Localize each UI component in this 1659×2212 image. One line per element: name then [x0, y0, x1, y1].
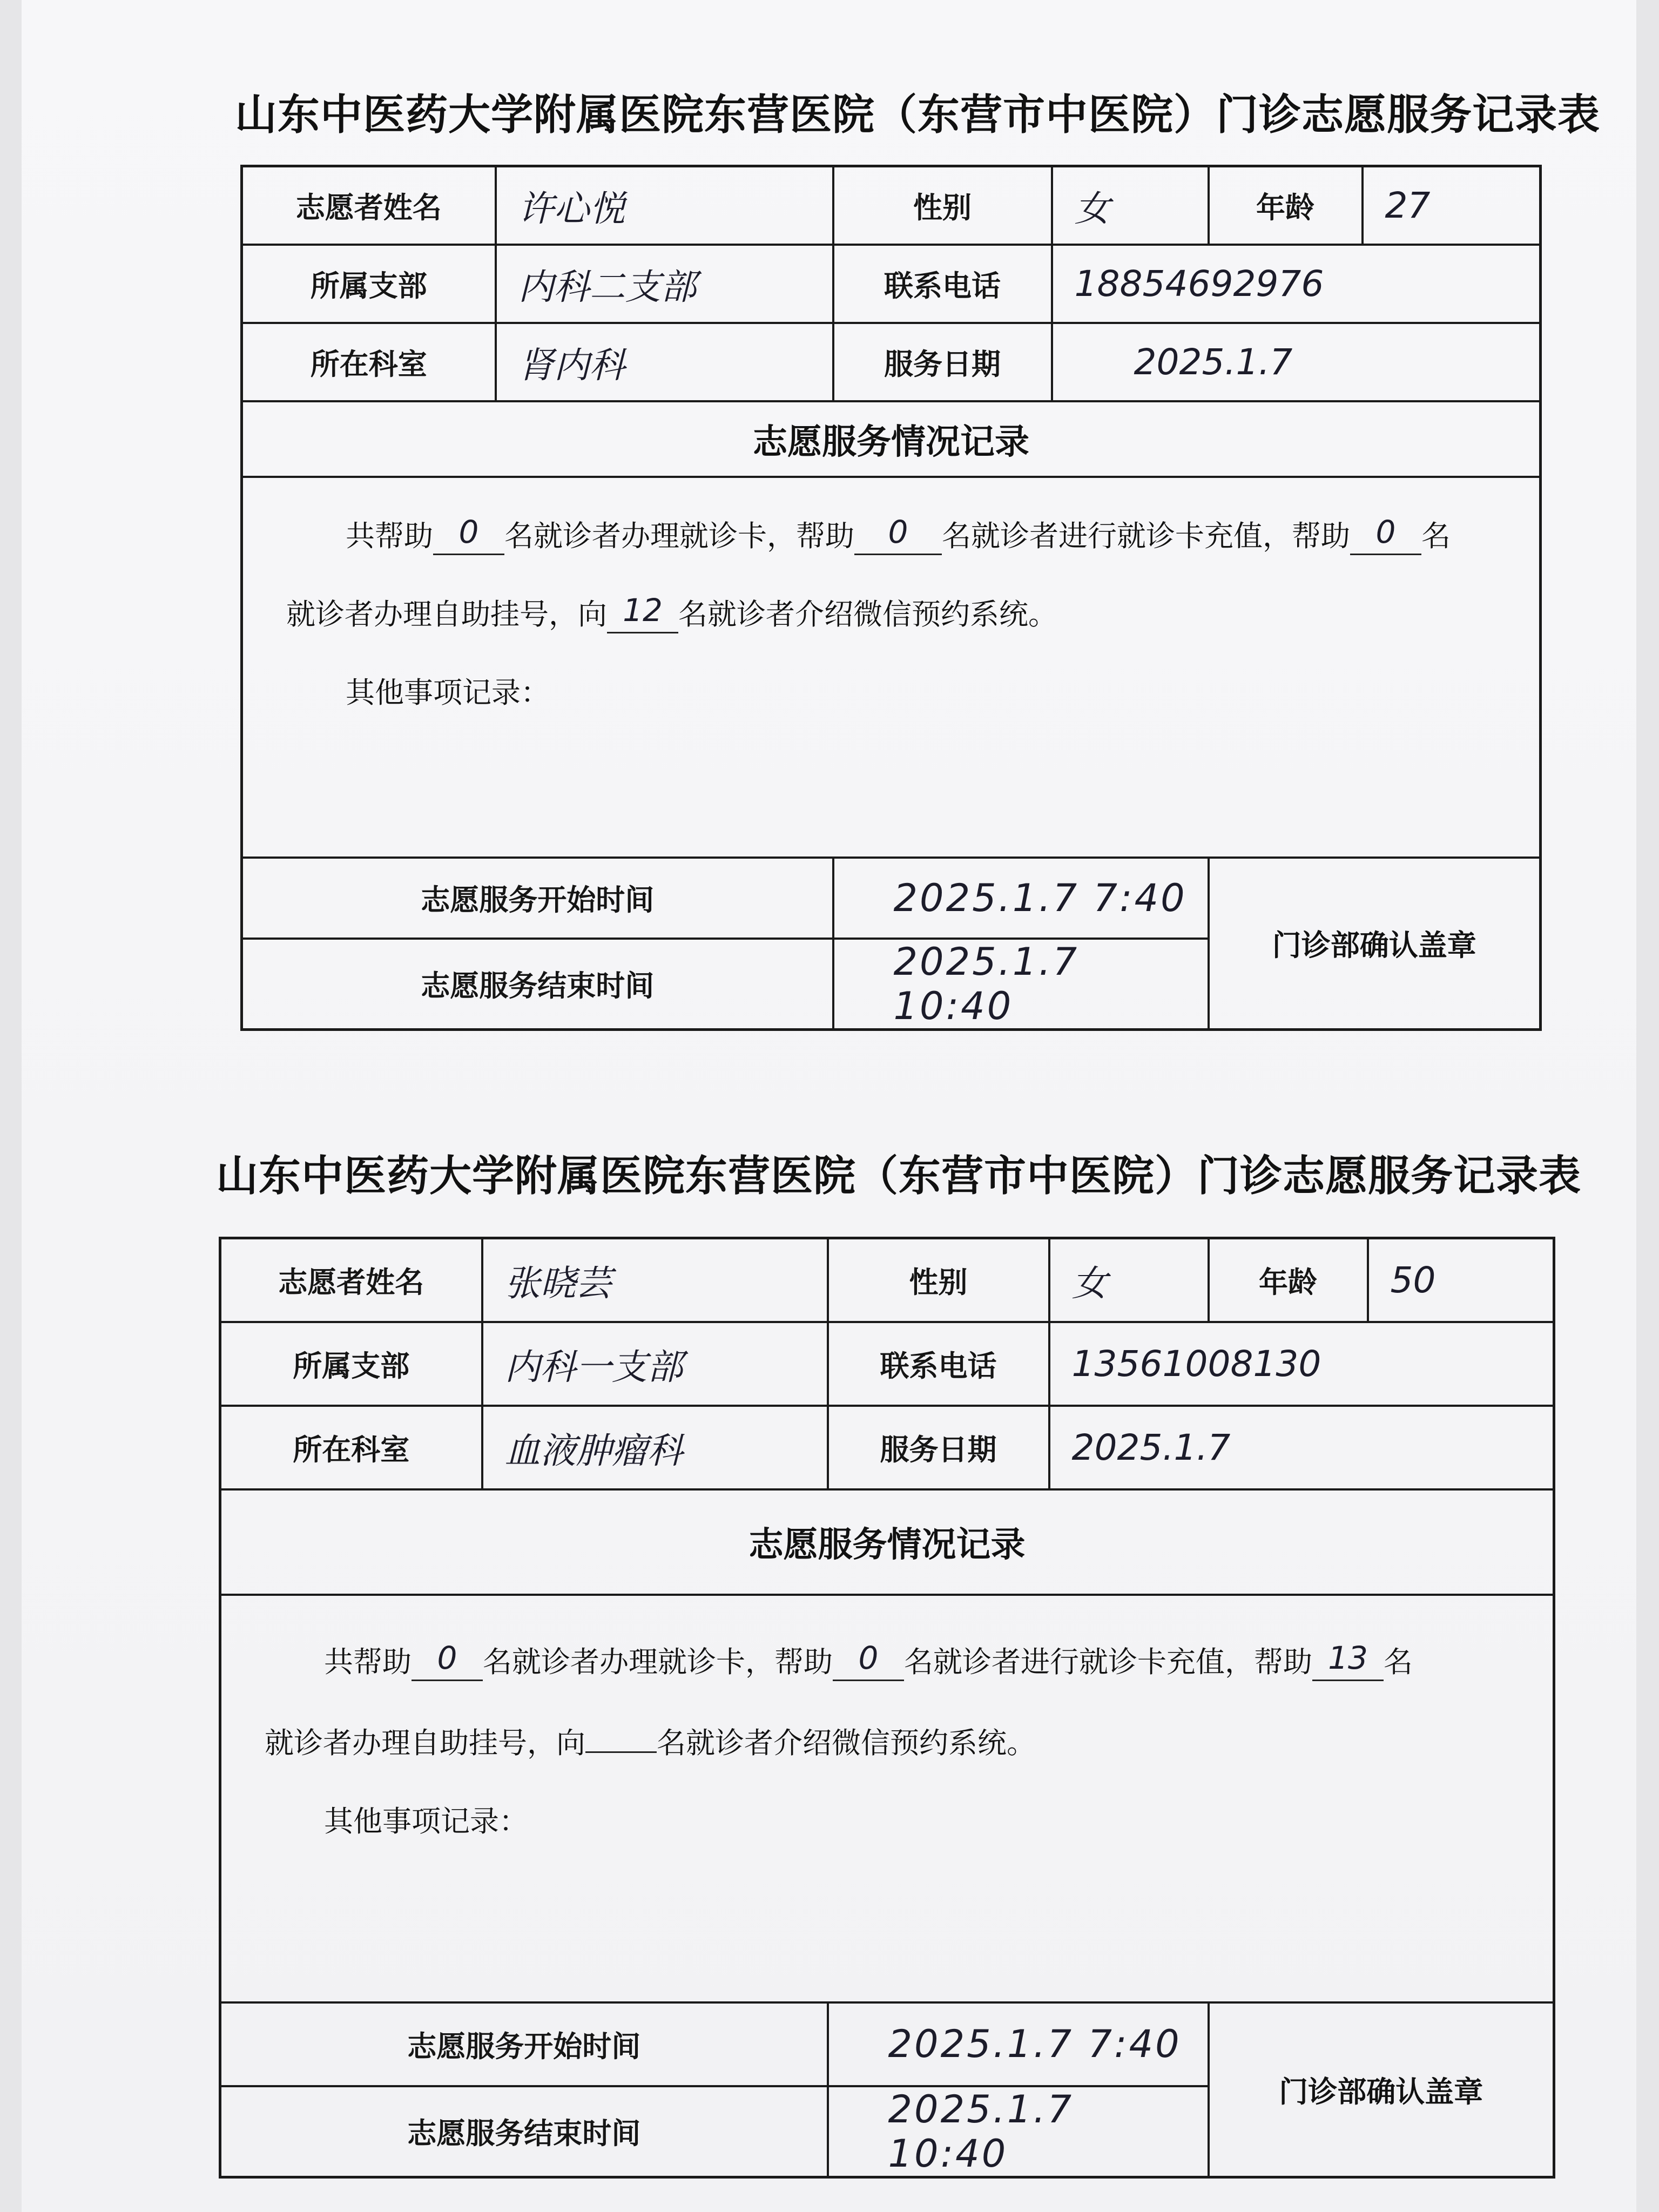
- start-time-value: 2025.1.7 7:40: [828, 2002, 1209, 2086]
- end-time-value: 2025.1.7 10:40: [828, 2086, 1209, 2177]
- age-value: 50: [1368, 1238, 1554, 1322]
- name-label: 志愿者姓名: [242, 166, 496, 245]
- department-label: 所在科室: [242, 323, 496, 401]
- other-notes-label: 其他事项记录：: [346, 675, 550, 710]
- record-body: [242, 477, 1541, 858]
- start-time-label: 志愿服务开始时间: [220, 2002, 828, 2086]
- department-value: 血液肿瘤科: [482, 1406, 828, 1489]
- form-table: [240, 165, 1542, 1031]
- section-heading: 志愿服务情况记录: [242, 401, 1541, 477]
- service-date-value: 2025.1.7: [1049, 1406, 1554, 1489]
- recharge-count: 0: [888, 513, 908, 550]
- wechat-intro-count: 12: [623, 591, 663, 629]
- stamp-label: 门诊部确认盖章: [1209, 2002, 1554, 2177]
- branch-value: 内科二支部: [496, 245, 833, 323]
- branch-value: 内科一支部: [482, 1322, 828, 1406]
- self-registration-count: 13: [1328, 1639, 1368, 1676]
- branch-label: 所属支部: [242, 245, 496, 323]
- record-body: [220, 1595, 1554, 2002]
- end-time-value: 2025.1.7 10:40: [833, 939, 1209, 1030]
- name-label: 志愿者姓名: [220, 1238, 482, 1322]
- branch-label: 所属支部: [220, 1322, 482, 1406]
- start-time-value: 2025.1.7 7:40: [833, 858, 1209, 939]
- phone-value: 18854692976: [1052, 245, 1541, 323]
- service-date-label: 服务日期: [828, 1406, 1049, 1489]
- stamp-label: 门诊部确认盖章: [1209, 858, 1541, 1030]
- end-time-label: 志愿服务结束时间: [220, 2086, 828, 2177]
- service-date-label: 服务日期: [833, 323, 1052, 401]
- record-line-1: 共帮助 0 名就诊者办理就诊卡，帮助 0 名就诊者进行就诊卡充值，帮助 0 名: [346, 513, 1451, 555]
- gender-value: 女: [1052, 166, 1209, 245]
- phone-label: 联系电话: [828, 1322, 1049, 1406]
- record-line-2: 就诊者办理自助挂号，向 名就诊者介绍微信预约系统。: [265, 1725, 1036, 1760]
- name-value: 张晓芸: [482, 1238, 828, 1322]
- age-label: 年龄: [1209, 1238, 1368, 1322]
- other-notes-label: 其他事项记录：: [324, 1804, 528, 1838]
- age-value: 27: [1363, 166, 1541, 245]
- form-title: 山东中医药大学附属医院东营医院（东营市中医院）门诊志愿服务记录表: [216, 1151, 1582, 1201]
- name-value: 许心悦: [496, 166, 833, 245]
- gender-value: 女: [1049, 1238, 1209, 1322]
- department-value: 肾内科: [496, 323, 833, 401]
- recharge-count: 0: [858, 1639, 879, 1676]
- record-line-2: 就诊者办理自助挂号，向 12 名就诊者介绍微信预约系统。: [286, 591, 1057, 633]
- end-time-label: 志愿服务结束时间: [242, 939, 833, 1030]
- start-time-label: 志愿服务开始时间: [242, 858, 833, 939]
- department-label: 所在科室: [220, 1406, 482, 1489]
- section-heading: 志愿服务情况记录: [220, 1489, 1554, 1595]
- phone-label: 联系电话: [833, 245, 1052, 323]
- phone-value: 13561008130: [1049, 1322, 1554, 1406]
- gender-label: 性别: [828, 1238, 1049, 1322]
- age-label: 年龄: [1209, 166, 1363, 245]
- gender-label: 性别: [833, 166, 1052, 245]
- form-title: 山东中医药大学附属医院东营医院（东营市中医院）门诊志愿服务记录表: [235, 90, 1601, 139]
- card-count: 0: [437, 1639, 457, 1676]
- self-registration-count: 0: [1375, 513, 1396, 550]
- form-table: [219, 1237, 1555, 2179]
- paper-sheet: [22, 0, 1636, 2212]
- service-date-value: 2025.1.7: [1052, 323, 1541, 401]
- card-count: 0: [458, 513, 479, 550]
- record-line-1: 共帮助 0 名就诊者办理就诊卡，帮助 0 名就诊者进行就诊卡充值，帮助 13 名: [324, 1639, 1413, 1681]
